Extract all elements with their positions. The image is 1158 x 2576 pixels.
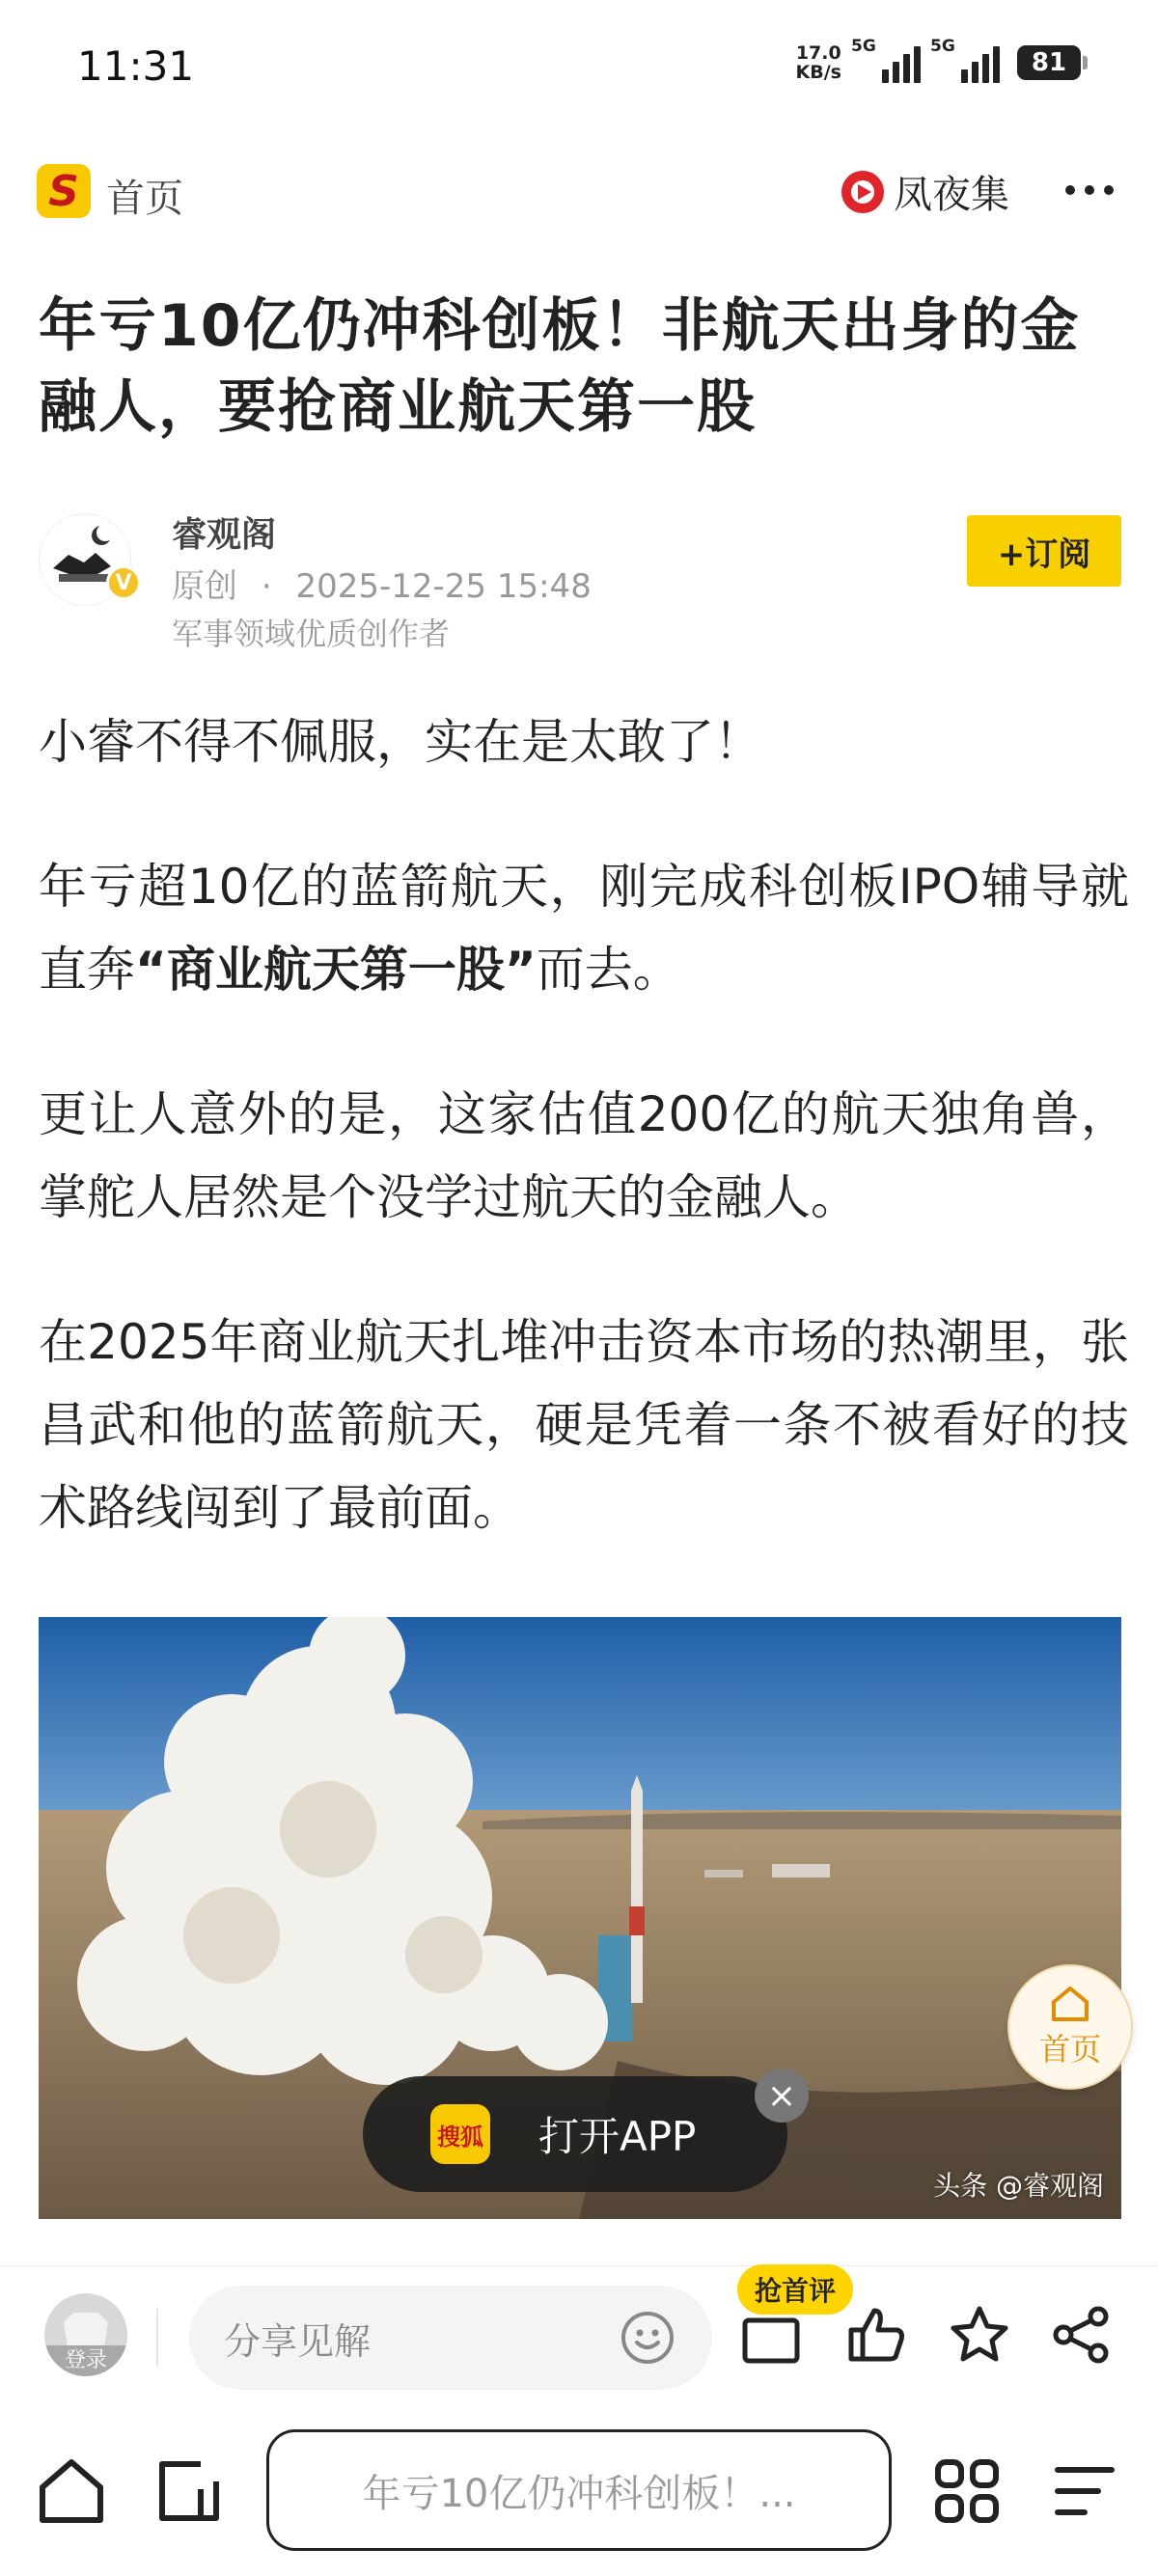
new-tab-icon[interactable]: [152, 2454, 226, 2528]
browser-toolbar: [0, 2412, 1158, 2576]
status-indicators: [795, 37, 1081, 83]
tabs-grid-icon[interactable]: [930, 2454, 1004, 2528]
sohu-app-icon: 搜狐: [430, 2104, 490, 2164]
address-bar[interactable]: [266, 2429, 892, 2551]
author-description: 军事领域优质创作者: [172, 616, 451, 652]
meta-separator: ·: [261, 567, 272, 606]
play-circle-icon: [841, 171, 884, 213]
comment-icon[interactable]: [737, 2307, 805, 2374]
article-body: [39, 700, 1129, 1611]
author-meta: [172, 560, 592, 607]
first-comment-badge[interactable]: 抢首评: [737, 2264, 853, 2315]
open-app-label: 打开APP: [538, 2113, 697, 2160]
share-icon[interactable]: [1048, 2301, 1116, 2369]
menu-icon[interactable]: [1048, 2454, 1121, 2528]
signal-1-icon: 5G: [851, 42, 921, 83]
paragraph: 在2025年商业航天扎堆冲击资本市场的热潮里，张昌武和他的蓝箭航天，硬是凭着一条不被看好的技术路线闯到了最前面。: [39, 1314, 1129, 1536]
network-speed: 17.0 KB/s: [795, 42, 841, 83]
battery-icon: 81: [1017, 45, 1081, 80]
paragraph: 小睿不得不佩服，实在是太敢了！: [39, 714, 762, 770]
article-type: 原创: [172, 567, 237, 606]
divider: [156, 2309, 158, 2367]
browser-home-icon[interactable]: [35, 2454, 108, 2528]
author-name[interactable]: 睿观阁: [172, 515, 277, 555]
image-watermark: 头条 @睿观阁: [933, 2170, 1104, 2202]
login-label: 登录: [44, 2345, 127, 2376]
emoji-icon[interactable]: [620, 2310, 676, 2366]
author-info: [39, 507, 1119, 652]
home-link[interactable]: 首页: [106, 177, 183, 221]
top-nav: [0, 154, 1158, 232]
status-bar: [0, 0, 1158, 135]
home-icon: [1050, 1985, 1090, 2023]
star-icon[interactable]: [946, 2301, 1013, 2369]
floating-home-button[interactable]: [1007, 1964, 1133, 2090]
comment-bar: [0, 2265, 1158, 2410]
channel-label: 凤夜集: [894, 173, 1009, 217]
address-bar-text: 年亏10亿仍冲科创板！...: [362, 2471, 796, 2516]
bold-phrase: “商业航天第一股”: [135, 942, 537, 998]
open-app-button[interactable]: [363, 2076, 787, 2192]
comment-input[interactable]: [189, 2286, 712, 2390]
subscribe-button[interactable]: +订阅: [967, 515, 1121, 587]
channel-link[interactable]: [841, 164, 1009, 219]
publish-datetime: 2025-12-25 15:48: [295, 567, 592, 606]
close-icon[interactable]: ×: [755, 2069, 809, 2123]
comment-placeholder: 分享见解: [224, 2319, 372, 2363]
article-title: 年亏10亿仍冲科创板！非航天出身的金融人，要抢商业航天第一股: [39, 292, 1081, 441]
signal-2-icon: 5G: [930, 42, 1000, 83]
login-avatar[interactable]: [44, 2293, 127, 2376]
paragraph: 更让人意外的是，这家估值200亿的航天独角兽，掌舵人居然是个没学过航天的金融人。: [39, 1086, 1129, 1225]
verified-badge-icon: V: [106, 565, 141, 600]
floating-home-label: 首页: [1038, 2031, 1101, 2068]
sohu-logo-icon[interactable]: S: [37, 164, 91, 218]
paragraph: 年亏超10亿的蓝箭航天，刚完成科创板IPO辅导就直奔“商业航天第一股”而去。: [39, 859, 1129, 998]
status-time: 11:31: [77, 42, 195, 90]
like-icon[interactable]: [841, 2301, 909, 2369]
more-options-icon[interactable]: [1065, 185, 1114, 195]
